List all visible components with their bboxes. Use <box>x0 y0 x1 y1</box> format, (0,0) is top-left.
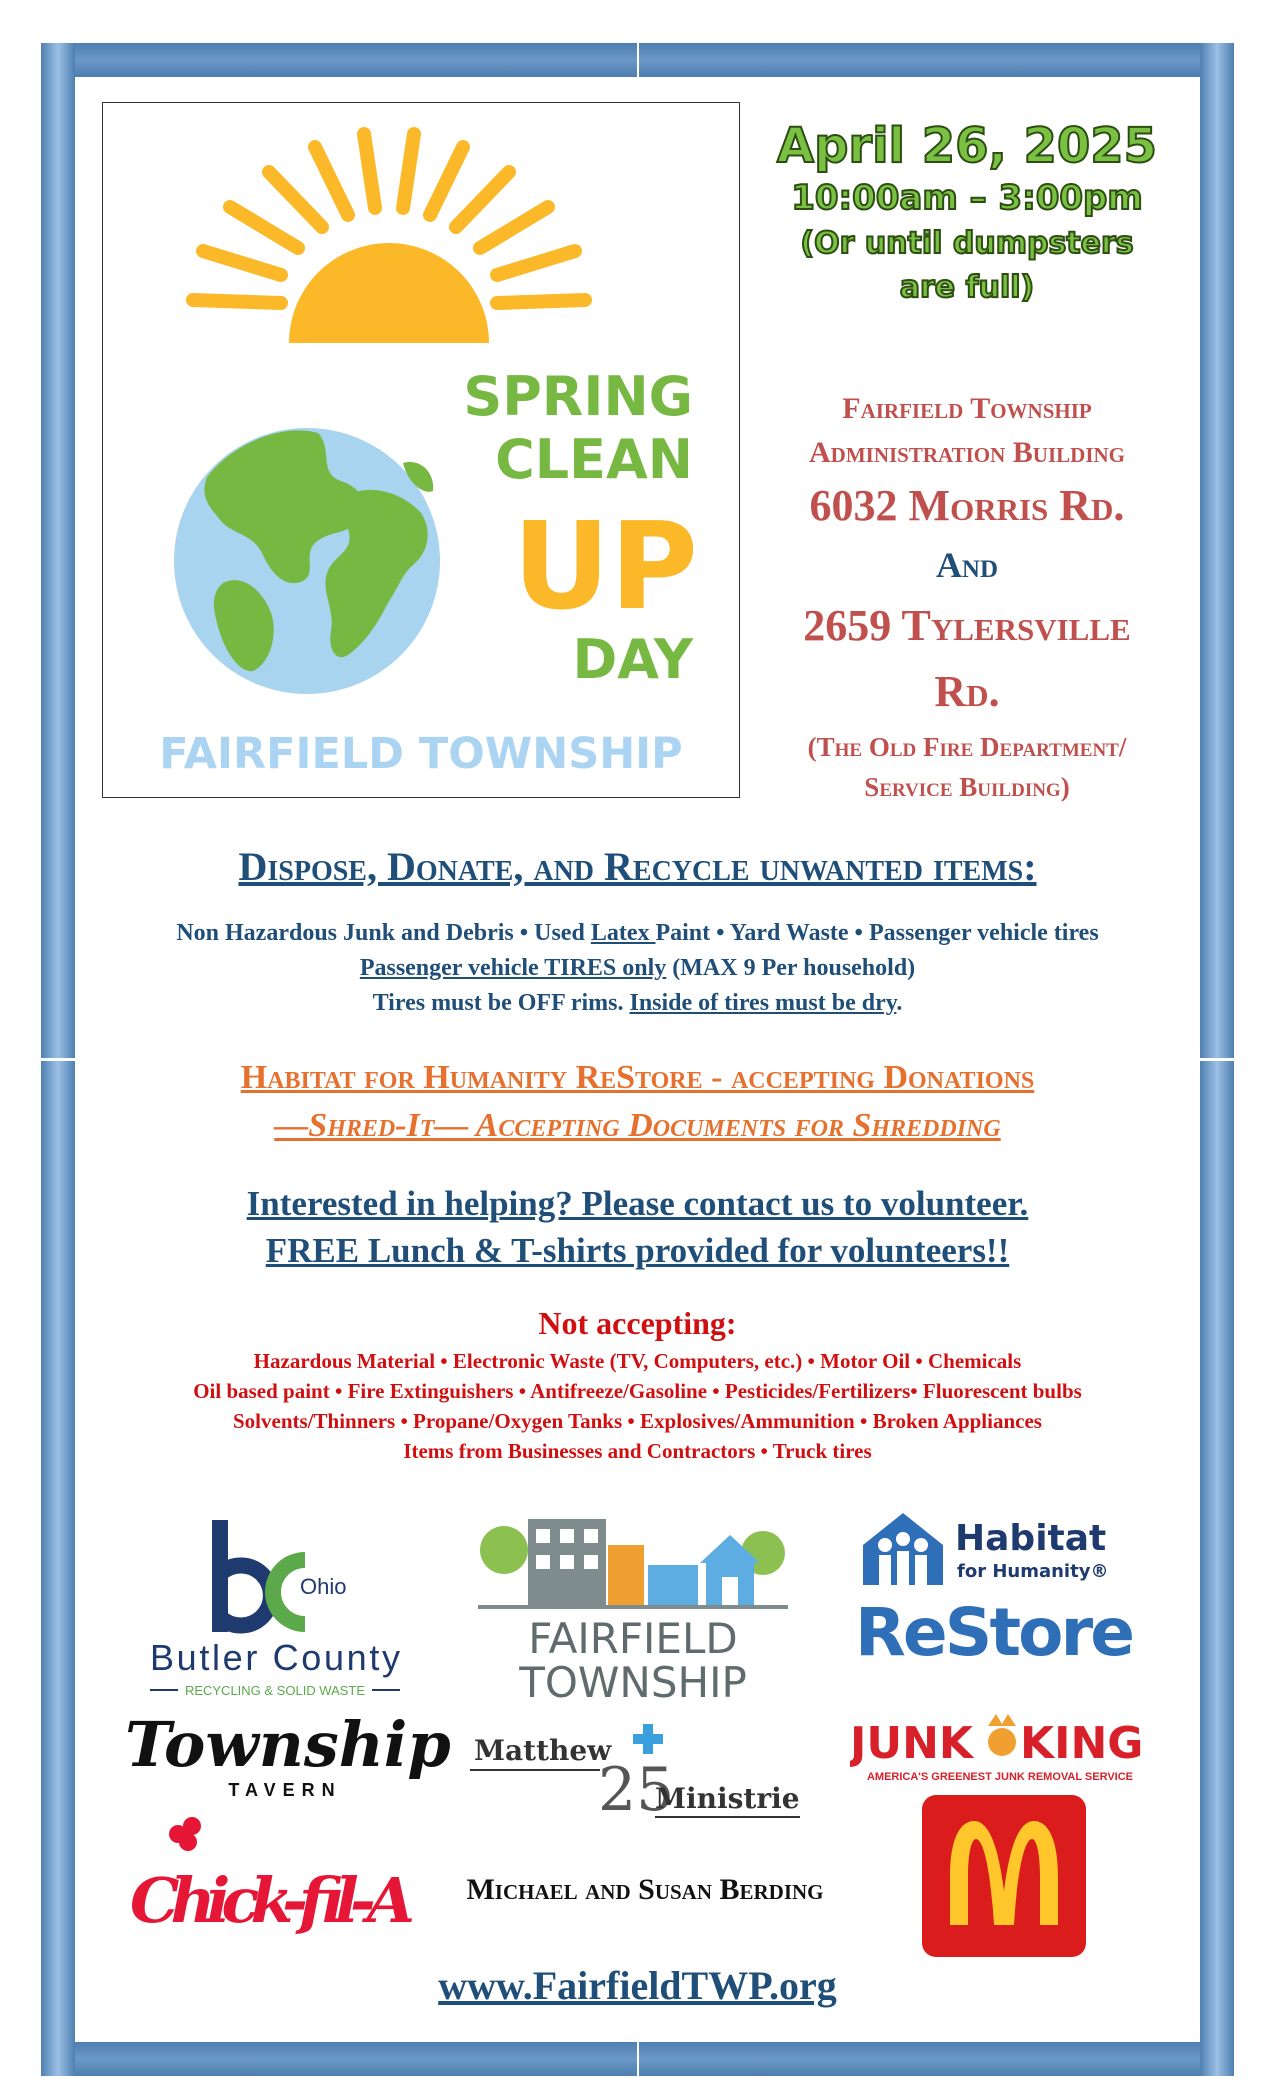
spring-cleanup-logo <box>102 102 740 798</box>
frame-divider <box>1200 1058 1234 1061</box>
dispose-text: Non Hazardous Junk and Debris • Used <box>176 920 591 946</box>
habitat-house-icon <box>855 1505 1145 1675</box>
not-accepting-line: Oil based paint • Fire Extinguishers • Antifreeze/Gasoline • Pesticides/Fertilizers• Fluorescent bulbs <box>193 1379 1082 1403</box>
location-address: Rd. <box>934 667 1000 716</box>
dispose-items <box>80 916 1195 1021</box>
butler-county-logo <box>150 1512 410 1702</box>
volunteer-line: Interested in helping? Please contact us to volunteer. <box>246 1184 1029 1223</box>
berding-sponsor: Michael and Susan Berding <box>466 1873 824 1906</box>
township-text: FAIRFIELD TOWNSHIP <box>159 729 683 779</box>
frame-divider <box>637 43 639 77</box>
sun-icon <box>193 134 585 343</box>
butler-county-icon <box>150 1512 410 1702</box>
township-tavern-text: Township <box>125 1708 451 1781</box>
event-time: 10:00am – 3:00pm <box>791 178 1143 218</box>
dispose-line <box>80 951 1195 986</box>
frame-divider <box>637 2042 639 2076</box>
shred-it: —Shred-It— Accepting Documents for Shredding <box>274 1107 1001 1144</box>
chick-fil-a-text: Chick-fil-A <box>130 1864 415 1937</box>
clean-text: CLEAN <box>495 428 693 491</box>
not-accepting-title: Not accepting: <box>538 1305 737 1341</box>
spring-text: SPRING <box>463 365 693 428</box>
chick-fil-a-logo <box>130 1812 420 1952</box>
butler-name-text: Butler County <box>150 1637 400 1678</box>
ministries-text: Ministries <box>655 1782 800 1815</box>
sun-earth-illustration <box>103 103 739 797</box>
junk-sub-text: AMERICA'S GREENEST JUNK REMOVAL SERVICE <box>866 1771 1134 1783</box>
volunteer-line: FREE Lunch & T-shirts provided for volunteers!! <box>265 1231 1010 1270</box>
website-link[interactable]: www.FairfieldTWP.org <box>438 1963 837 2008</box>
not-accepting-line: Hazardous Material • Electronic Waste (TV, Computers, etc.) • Motor Oil • Chemicals <box>253 1349 1022 1373</box>
tires-only-text: Passenger vehicle TIRES only <box>359 955 667 981</box>
m25-text: 25 <box>598 1755 675 1825</box>
frame-divider <box>41 1058 75 1061</box>
earth-icon <box>174 428 440 694</box>
butler-ohio-text: Ohio <box>300 1574 347 1599</box>
location-and: And <box>935 545 999 585</box>
chicken-icon <box>130 1812 420 1952</box>
for-humanity-text: for Humanity® <box>957 1561 1109 1582</box>
event-info <box>752 118 1182 310</box>
restore-text: ReStore <box>855 1594 1135 1671</box>
tavern-text: TAVERN <box>228 1780 342 1800</box>
not-accepting-line: Items from Businesses and Contractors • Truck tires <box>403 1439 872 1463</box>
butler-sub-text: RECYCLING & SOLID WASTE <box>184 1683 366 1698</box>
event-location <box>752 387 1182 807</box>
dispose-text: Paint • Yard Waste • Passenger vehicle tires <box>655 920 1099 946</box>
dispose-line <box>80 916 1195 951</box>
habitat-restore-logo <box>855 1505 1145 1675</box>
location-line: Administration Building <box>809 436 1125 469</box>
location-note: Service Building) <box>864 772 1070 802</box>
dispose-line <box>80 986 1195 1021</box>
not-accepting-list <box>80 1346 1195 1466</box>
township-text: TOWNSHIP <box>519 1658 747 1705</box>
junk-king-logo <box>850 1700 1150 1790</box>
matthew-text: Matthew <box>474 1734 612 1767</box>
matthew-cross-icon <box>470 1720 800 1825</box>
habitat-text: Habitat <box>955 1518 1107 1559</box>
dry-text: Inside of tires must be dry <box>629 990 897 1016</box>
day-text: DAY <box>572 628 693 691</box>
township-buildings-icon <box>478 1505 788 1705</box>
location-address: 2659 Tylersville <box>803 601 1131 650</box>
up-text: UP <box>512 498 698 637</box>
junk-text: JUNK <box>850 1718 974 1769</box>
king-text: KING <box>1020 1718 1144 1769</box>
golden-arches-icon <box>922 1795 1086 1957</box>
habitat-donations: Habitat for Humanity ReStore - accepting Donations <box>240 1059 1035 1096</box>
township-tavern-logo <box>125 1708 451 1820</box>
dry-end-text: . <box>896 990 903 1016</box>
fairfield-text: FAIRFIELD <box>528 1614 738 1663</box>
tires-max-text: (MAX 9 Per household) <box>666 955 916 981</box>
fairfield-township-logo <box>478 1505 788 1705</box>
event-note: (Or until dumpsters <box>800 226 1134 261</box>
junk-king-icon <box>850 1700 1150 1790</box>
latex-text: Latex <box>590 920 656 946</box>
dispose-title: Dispose, Donate, and Recycle unwanted items: <box>238 844 1037 889</box>
matthew-25-logo <box>470 1720 800 1825</box>
event-date: April 26, 2025 <box>776 118 1158 174</box>
not-accepting-line: Solvents/Thinners • Propane/Oxygen Tanks • Explosives/Ammunition • Broken Appliances <box>233 1409 1042 1433</box>
location-line: Fairfield Township <box>842 392 1092 425</box>
mcdonalds-logo <box>922 1795 1086 1957</box>
location-note: (The Old Fire Department/ <box>807 732 1127 762</box>
rims-text: Tires must be OFF rims. <box>372 990 630 1016</box>
location-address: 6032 Morris Rd. <box>809 481 1125 530</box>
event-note: are full) <box>899 270 1035 305</box>
